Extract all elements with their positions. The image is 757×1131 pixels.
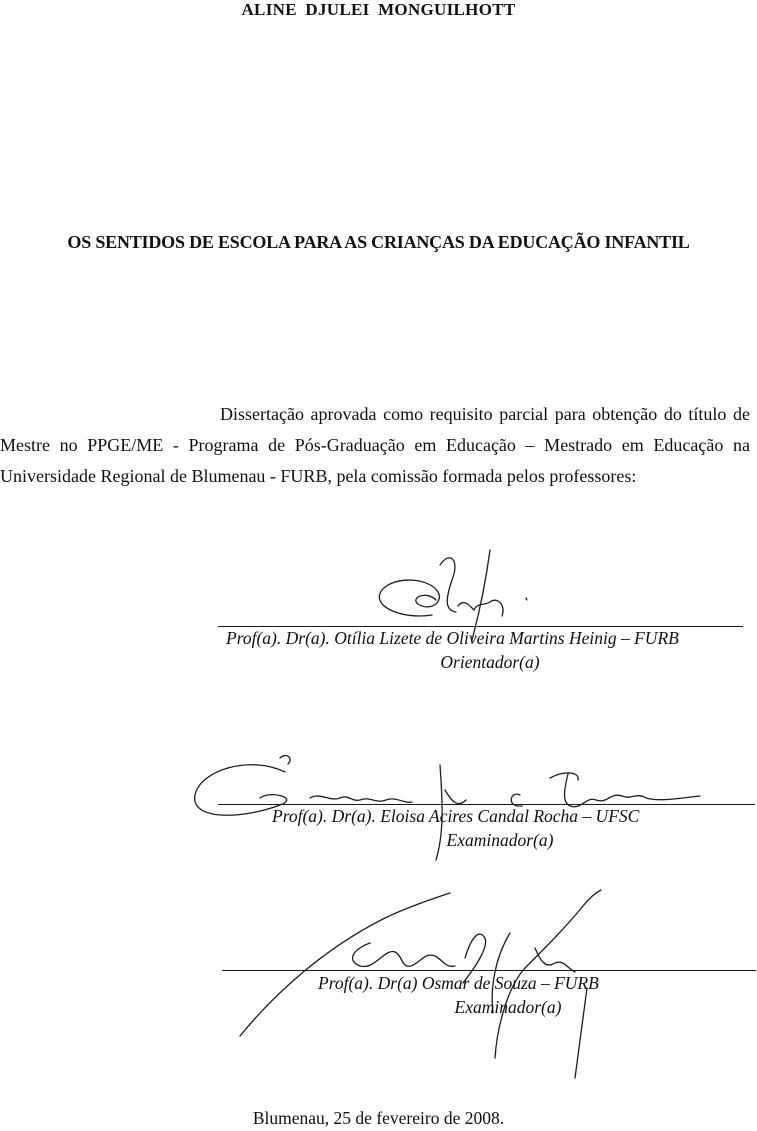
committee-member-3-role: Examinador(a) [454,997,562,1017]
committee-member-1-role: Orientador(a) [440,652,540,672]
signature-line-1 [218,626,743,627]
committee-member-1-name: Prof(a). Dr(a). Otília Lizete de Oliveira Martins Heinig – FURB [226,628,679,648]
signature-line-3 [222,970,756,971]
committee-member-3-name: Prof(a). Dr(a) Osmar de Souza – FURB [318,973,599,993]
dissertation-title: OS SENTIDOS DE ESCOLA PARA AS CRIANÇAS DA EDUCAÇÃO INFANTIL [67,232,690,252]
author-name: ALINE DJULEI MONGUILHOTT [241,0,516,19]
approval-statement [0,399,750,492]
approval-statement-text: Dissertação aprovada como requisito parcial para obtenção do título de Mestre no PPGE/ME - Programa de Pós-Graduação em Educação – Mestrado em Educação na Universidade Regional de Blumenau - FURB, pela comissão formada pelos professores: [0,404,750,486]
committee-member-2-name: Prof(a). Dr(a). Eloisa Acires Candal Rocha – UFSC [272,806,640,826]
place-date: Blumenau, 25 de fevereiro de 2008. [252,1108,505,1128]
signature-line-2 [218,804,755,805]
committee-member-2-role: Examinador(a) [446,830,554,850]
